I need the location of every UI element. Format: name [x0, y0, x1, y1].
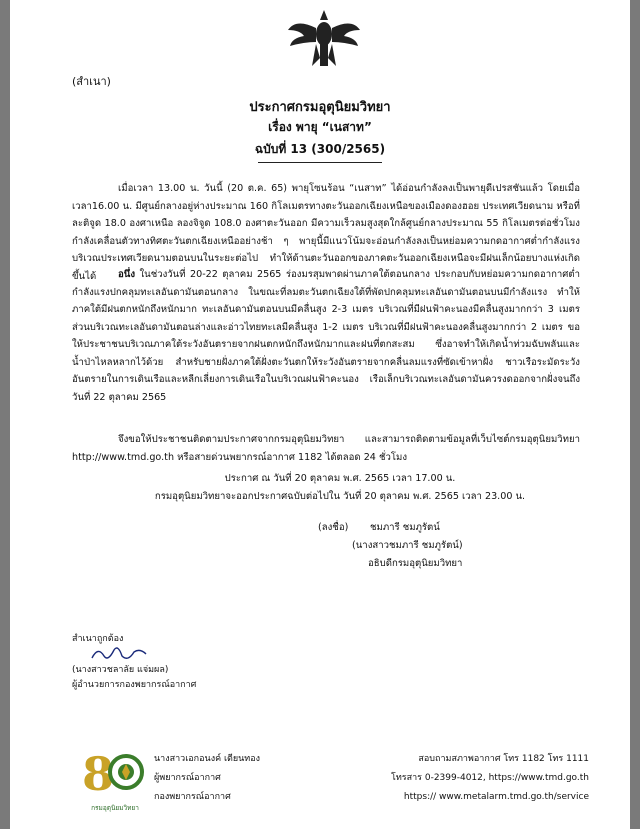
paragraph-follow-advice: จึงขอให้ประชาชนติดตามประกาศจากกรมอุตุนิยมวิทยา และสามารถติดตามข้อมูลที่เว็บไซต์กรมอุตุนิยมวิทยา http://www.tmd.go.th หรือสายด่วนพยากรณ์อากาศ 1182 ได้ตลอด 24 ชั่วโมง [72, 434, 580, 463]
tmd-80-years-logo-icon [80, 742, 146, 804]
footer-contact [391, 750, 589, 807]
paragraph-lead-word: อนึ่ง [118, 269, 136, 280]
signer-position: อธิบดีกรมอุตุนิยมวิทยา [368, 558, 463, 569]
logo-caption: กรมอุตุนิยมวิทยา [91, 804, 139, 812]
verifier-name: (นางสาวชลาลัย แจ่มผล) [72, 665, 169, 675]
signer-full-name: (นางสาวชมภารี ชมภูรัตน์) [352, 540, 463, 551]
copy-label: (สำเนา) [72, 75, 111, 88]
announced-date: ประกาศ ณ วันที่ 20 ตุลาคม พ.ศ. 2565 เวลา 17.00 น. [224, 473, 456, 484]
handwritten-signature [88, 644, 148, 664]
paragraph-additional-warning [72, 266, 580, 406]
footer-forecaster-division: กองพยากรณ์อากาศ [154, 792, 231, 802]
signed-label: (ลงชื่อ) [318, 522, 349, 533]
document-page [10, 0, 630, 829]
footer-metalarm-link[interactable]: https:// www.metalarm.tmd.go.th/service [403, 792, 589, 802]
announcement-title: ประกาศกรมอุตุนิยมวิทยา [249, 100, 391, 115]
footer-forecaster-role: ผู้พยากรณ์อากาศ [154, 773, 221, 783]
verifier-position: ผู้อำนวยการกองพยากรณ์อากาศ [72, 680, 197, 690]
garuda-emblem-icon [286, 4, 362, 74]
footer-fax-website: โทรสาร 0-2399-4012, https://www.tmd.go.th [391, 773, 589, 783]
announcement-subject: เรื่อง พายุ “เนสาท” [268, 120, 372, 134]
next-bulletin-date: กรมอุตุนิยมวิทยาจะออกประกาศฉบับต่อไปใน วันที่ 20 ตุลาคม พ.ศ. 2565 เวลา 23.00 น. [154, 491, 526, 502]
footer-hotline: สอบถามสภาพอากาศ โทร 1182 โทร 1111 [418, 754, 589, 764]
footer-forecaster-name: นางสาวเอกอนงค์ เตียนทอง [154, 754, 261, 764]
footer-forecaster [154, 750, 260, 807]
signer-name: ชมภารี ชมภูรัตน์ [370, 522, 440, 533]
paragraph-storm-status: เมื่อเวลา 13.00 น. วันนี้ (20 ต.ค. 65) พายุโซนร้อน “เนสาท” ได้อ่อนกำลังลงเป็นพายุดีเปรสชันแล้ว โดยเมื่อเวลา16.00 น. มีศูนย์กลางอยู่ห่างประมาณ 160 กิโลเมตรทางตะวันออกเฉียงเหนือของเมืองดองฮอย ประเทศเวียดนาม หรือที่ละติจูด 18.0 องศาเหนือ ลองจิจูด 108.0 องศาตะวันออก มีความเร็วลมสูงสุดใกล้ศูนย์กลางประมาณ 55 กิโลเมตรต่อชั่วโมง กำลังเคลื่อนตัวทางทิศตะวันตกเฉียงเหนืออย่างช้า ๆ พายุนี้มีแนวโน้มจะอ่อนกำลังลงเป็นหย่อมความกดอากาศต่ำกำลังแรง บริเวณประเทศเวียดนามตอนบนในระยะต่อไป ทำให้ด้านตะวันออกของภาคตะวันออกเฉียงเหนือจะมีฝนเล็กน้อยบางแห่งเกิดขึ้นได้ [72, 183, 580, 282]
paragraph-warning-text: ในช่วงวันที่ 20-22 ตุลาคม 2565 ร่องมรสุมพาดผ่านภาคใต้ตอนกลาง ประกอบกับหย่อมความกดอากาศต่ำกำลังแรงปกคลุมทะเลอันดามันตอนกลาง ในขณะที่ลมตะวันตกเฉียงใต้ที่พัดปกคลุมทะเลอันดามันตอนบนมีกำลังแรง ทำให้ภาคใต้มีฝนตกหนักถึงหนักมาก ทะเลอันดามันตอนบนมีคลื่นสูง 2-3 เมตร บริเวณที่มีฝนฟ้าคะนองมีคลื่นสูงมากกว่า 3 เมตร ส่วนบริเวณทะเลอันดามันตอนล่างและอ่าวไทยทะเลมีคลื่นสูง 1-2 เมตร บริเวณที่มีฝนฟ้าคะนองคลื่นสูงมากกว่า 2 เมตร ขอให้ประชาชนบริเวณภาคใต้ระวังอันตรายจากฝนตกหนักถึงหนักมากและฝนที่ตกสะสม ซึ่งอาจทำให้เกิดน้ำท่วมฉับพลันและน้ำป่าไหลหลากไว้ด้วย สำหรับชายฝั่งภาคใต้ฝั่งตะวันตกให้ระวังอันตรายจากคลื่นลมแรงที่ซัดเข้าหาฝั่ง ชาวเรือระมัดระวังอันตรายในการเดินเรือและหลีกเลี่ยงการเดินเรือในบริเวณฝนฟ้าคะนอง เรือเล็กบริเวณทะเลอันดามันควรงดออกจากฝั่งจนถึงวันที่ 22 ตุลาคม 2565 [72, 269, 580, 403]
svg-text:8: 8 [82, 747, 115, 801]
announcement-issue-number: ฉบับที่ 13 (300/2565) [254, 142, 386, 156]
title-divider [258, 162, 382, 163]
certified-copy-label: สำเนาถูกต้อง [72, 634, 124, 644]
